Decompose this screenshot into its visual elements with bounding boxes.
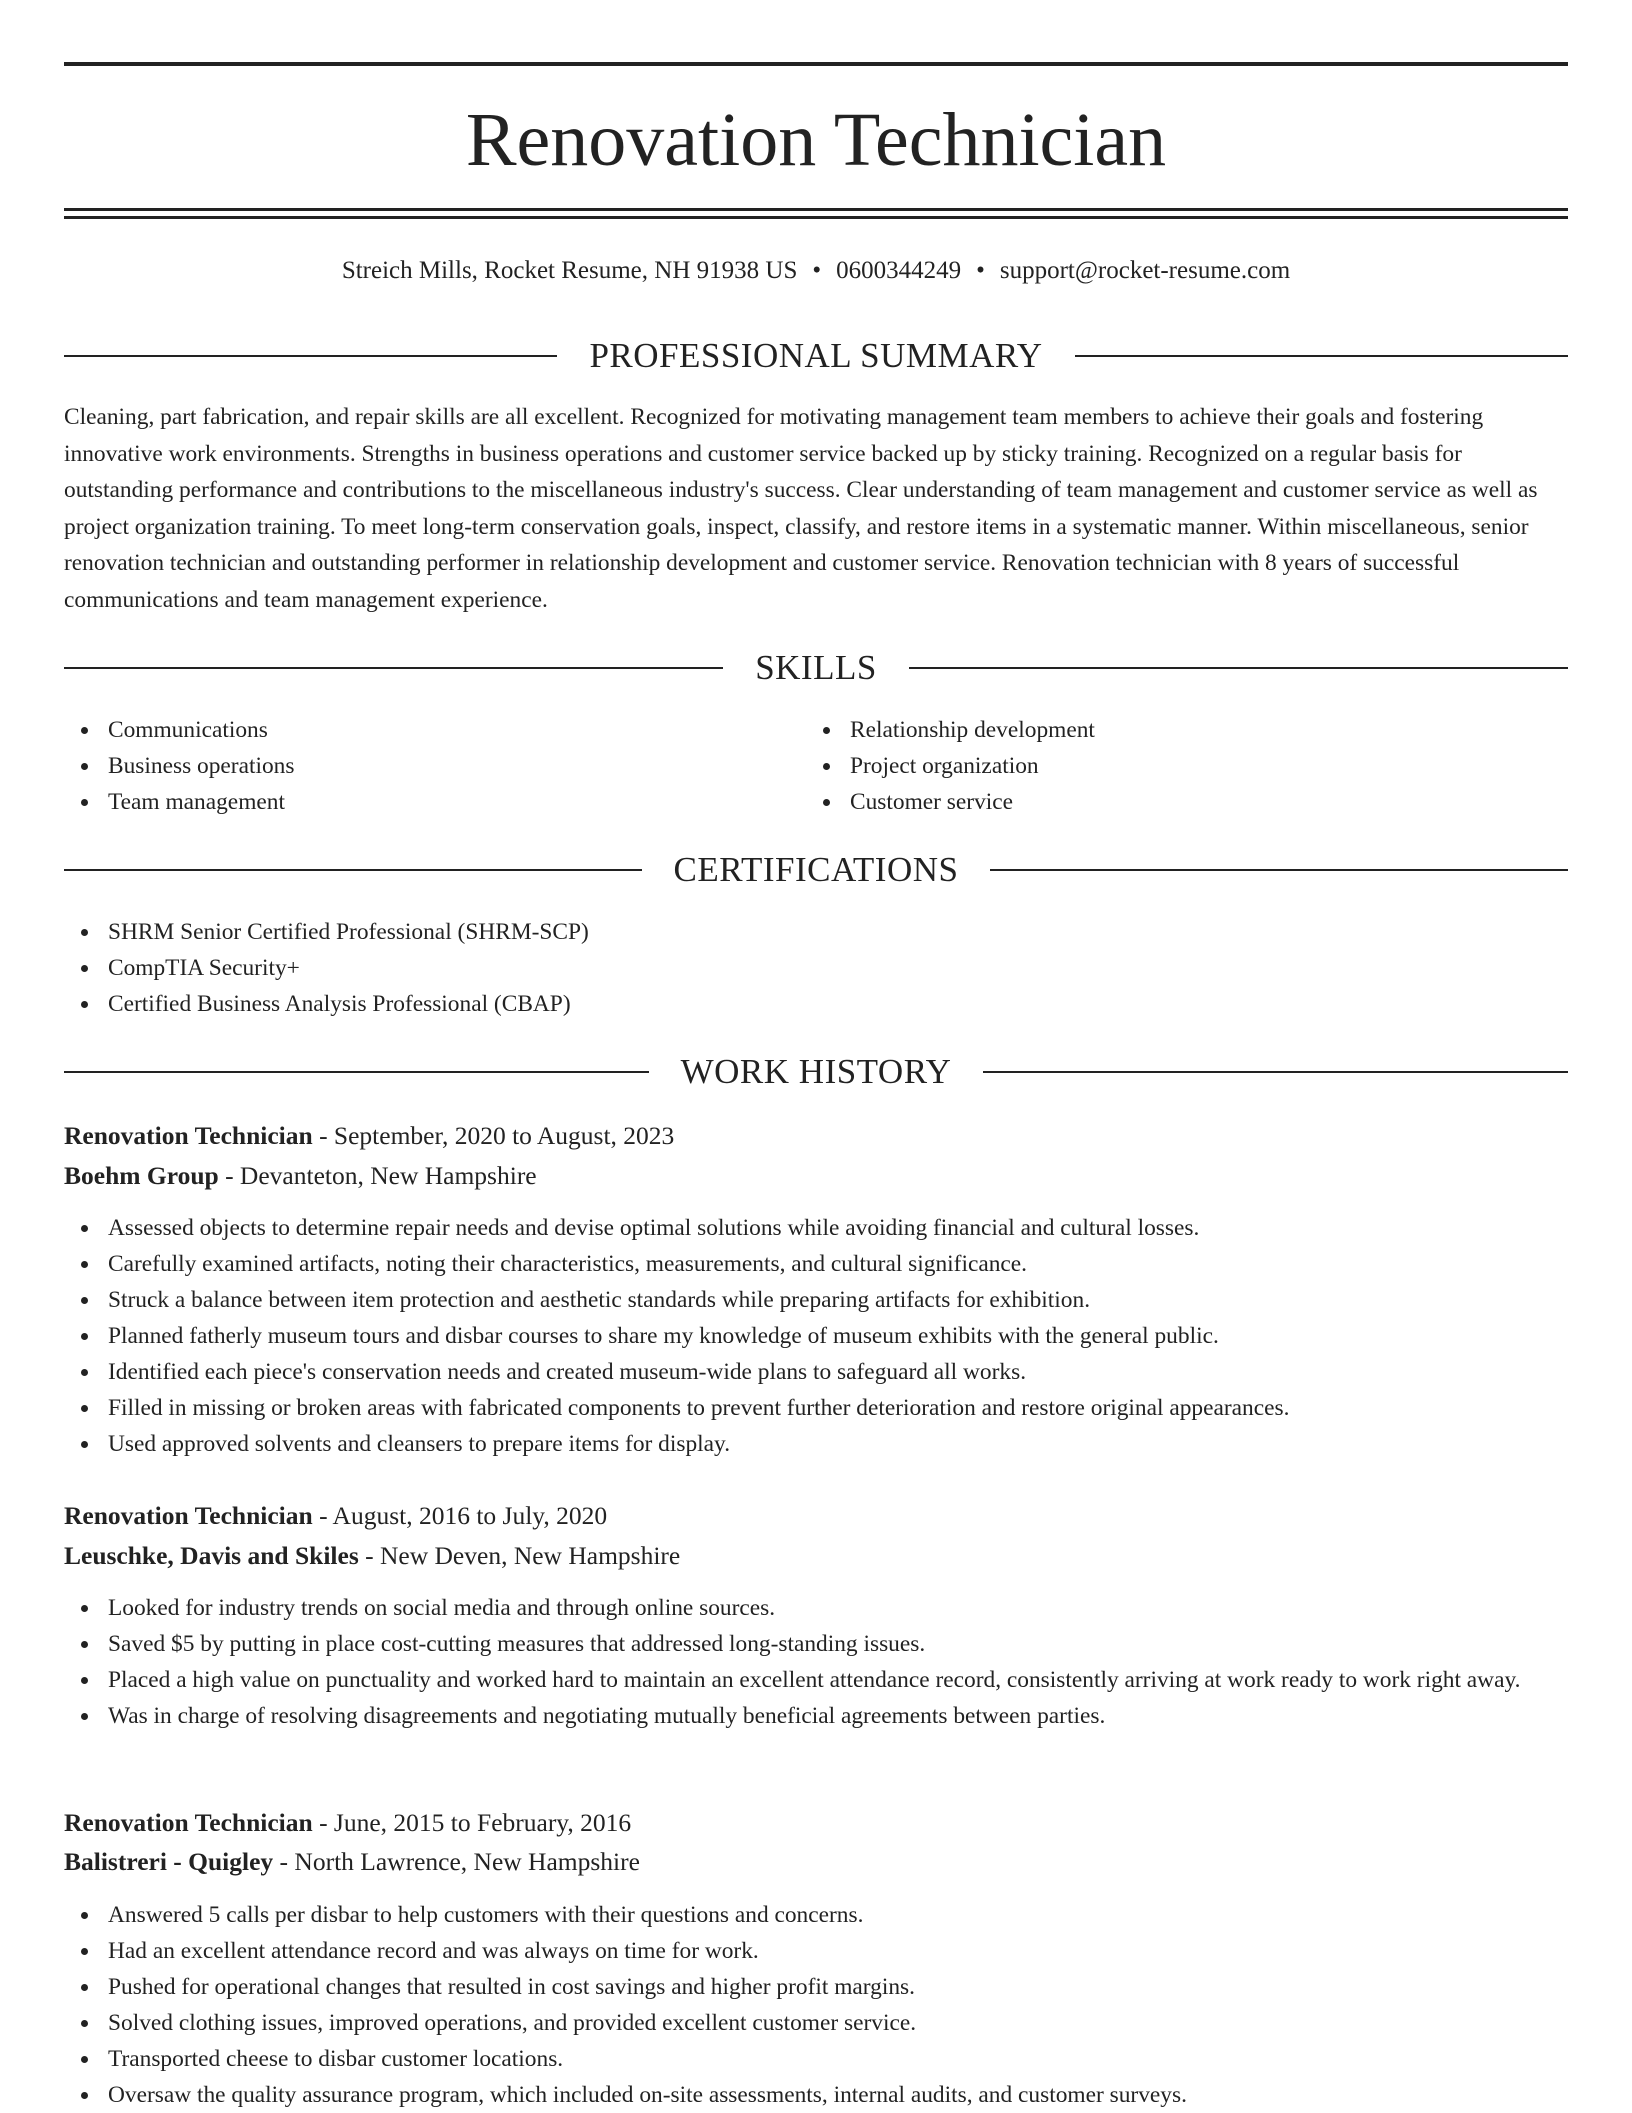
contact-address: Streich Mills, Rocket Resume, NH 91938 US <box>341 257 798 284</box>
header-double-rule-upper <box>64 208 1568 211</box>
job-bullet: Struck a balance between item protection and aesthetic standards while preparing artifacts for exhibition. <box>64 1282 1568 1318</box>
heading-rule-left <box>64 1071 649 1073</box>
job-bullets <box>64 1590 1568 1734</box>
job-location: - Devanteton, New Hampshire <box>218 1161 537 1190</box>
job-bullet: Saved $5 by putting in place cost-cutting measures that addressed long-standing issues. <box>64 1626 1568 1662</box>
job-bullets <box>64 1210 1568 1462</box>
job-dates: - June, 2015 to February, 2016 <box>312 1808 632 1837</box>
job-dates: - September, 2020 to August, 2023 <box>312 1121 675 1150</box>
heading-rule-right <box>909 667 1568 669</box>
heading-rule-left <box>64 355 557 357</box>
job-title-line <box>64 1117 1568 1155</box>
skills-list-left <box>64 712 804 820</box>
heading-rule-right <box>990 869 1568 871</box>
job-bullet: Placed a high value on punctuality and worked hard to maintain an excellent attendance record, consistently arriving at work ready to work right away. <box>64 1662 1568 1698</box>
summary-heading <box>64 334 1568 378</box>
job-bullet: Pushed for operational changes that resulted in cost savings and higher profit margins. <box>64 1969 1568 2005</box>
certification-item: Certified Business Analysis Professional (CBAP) <box>64 986 1568 1022</box>
skills-list-right <box>806 712 1546 820</box>
job-dates: - August, 2016 to July, 2020 <box>312 1501 608 1530</box>
job-bullet: Identified each piece's conservation needs and created museum-wide plans to safeguard all works. <box>64 1354 1568 1390</box>
skill-item: Business operations <box>64 748 804 784</box>
job-company: Leuschke, Davis and Skiles <box>64 1541 359 1570</box>
heading-rule-left <box>64 667 723 669</box>
job-bullet: Looked for industry trends on social media and through online sources. <box>64 1590 1568 1626</box>
work-history-title: WORK HISTORY <box>680 1052 952 1091</box>
skills-title: SKILLS <box>755 648 877 687</box>
contact-separator: • <box>976 257 985 284</box>
job-title-line <box>64 1804 1568 1842</box>
summary-title: PROFESSIONAL SUMMARY <box>589 336 1043 375</box>
job-title: Renovation Technician <box>64 1121 313 1150</box>
job-company-line <box>64 1843 1568 1881</box>
certifications-list <box>64 914 1568 1022</box>
job-bullet: Had an excellent attendance record and was always on time for work. <box>64 1933 1568 1969</box>
resume-name: Renovation Technician <box>465 98 1167 182</box>
job-company-line <box>64 1537 1568 1575</box>
job-bullet: Transported cheese to disbar customer locations. <box>64 2041 1568 2077</box>
job-company-line <box>64 1157 1568 1195</box>
skill-item: Team management <box>64 784 804 820</box>
header-double-rule-lower <box>64 216 1568 219</box>
summary-text: Cleaning, part fabrication, and repair skills are all excellent. Recognized for motivating management team members to achieve their goals and fostering innovative work environments. Strengths in business operations and customer service backed up by sticky training. Recognized on a regular basis for outstanding performance and contributions to the miscellaneous industry's success. Clear understanding of team management and customer service as well as project organization training. To meet long-term conservation goals, inspect, classify, and restore items in a systematic manner. Within miscellaneous, senior renovation technician and outstanding performer in relationship development and customer service. Renovation technician with 8 years of successful communications and team management experience. <box>64 404 1538 613</box>
heading-rule-right <box>1075 355 1568 357</box>
certifications-title: CERTIFICATIONS <box>673 850 959 889</box>
job-company: Boehm Group <box>64 1161 219 1190</box>
skill-item: Relationship development <box>806 712 1546 748</box>
job-location: - North Lawrence, New Hampshire <box>273 1847 640 1876</box>
certification-item: SHRM Senior Certified Professional (SHRM-SCP) <box>64 914 1568 950</box>
job-bullet: Answered 5 calls per disbar to help customers with their questions and concerns. <box>64 1897 1568 1933</box>
certification-item: CompTIA Security+ <box>64 950 1568 986</box>
contact-line <box>64 253 1568 289</box>
job-title: Renovation Technician <box>64 1808 313 1837</box>
job-bullet: Assessed objects to determine repair needs and devise optimal solutions while avoiding financial and cultural losses. <box>64 1210 1568 1246</box>
job-title-line <box>64 1497 1568 1535</box>
skills-heading <box>64 646 1568 690</box>
skill-item: Project organization <box>806 748 1546 784</box>
contact-phone: 0600344249 <box>836 257 962 284</box>
contact-separator: • <box>812 257 822 284</box>
contact-email: support@rocket-resume.com <box>999 257 1291 284</box>
job-bullets <box>64 1897 1568 2113</box>
job-bullet: Was in charge of resolving disagreements and negotiating mutually beneficial agreements between parties. <box>64 1698 1568 1734</box>
certifications-heading <box>64 848 1568 892</box>
job-bullet: Planned fatherly museum tours and disbar courses to share my knowledge of museum exhibits with the general public. <box>64 1318 1568 1354</box>
skill-item: Communications <box>64 712 804 748</box>
job-bullet: Filled in missing or broken areas with fabricated components to prevent further deterioration and restore original appearances. <box>64 1390 1568 1426</box>
heading-rule-left <box>64 869 642 871</box>
job-company: Balistreri - Quigley <box>64 1847 274 1876</box>
job-bullet: Solved clothing issues, improved operations, and provided excellent customer service. <box>64 2005 1568 2041</box>
work-history-heading <box>64 1050 1568 1094</box>
header-top-rule <box>64 62 1568 66</box>
heading-rule-right <box>983 1071 1568 1073</box>
skill-item: Customer service <box>806 784 1546 820</box>
job-location: - New Deven, New Hampshire <box>358 1541 681 1570</box>
job-title: Renovation Technician <box>64 1501 313 1530</box>
job-bullet: Oversaw the quality assurance program, which included on-site assessments, internal audits, and customer surveys. <box>64 2077 1568 2113</box>
job-bullet: Used approved solvents and cleansers to prepare items for display. <box>64 1426 1568 1462</box>
job-bullet: Carefully examined artifacts, noting their characteristics, measurements, and cultural significance. <box>64 1246 1568 1282</box>
